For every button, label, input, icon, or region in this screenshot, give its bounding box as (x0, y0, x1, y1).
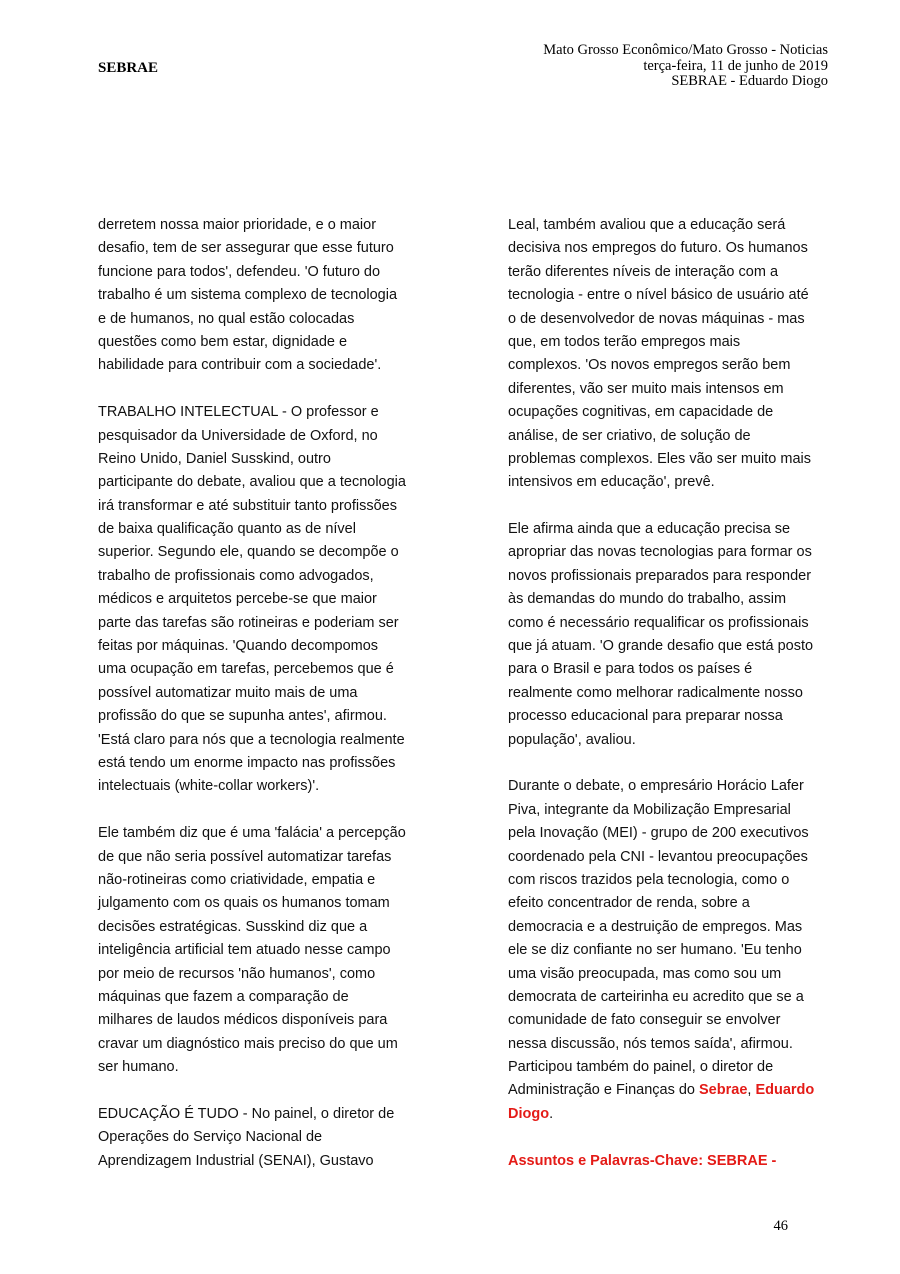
text-line: 'Está claro para nós que a tecnologia realmente (98, 731, 405, 748)
text-line: às demandas do mundo do trabalho, assim (508, 591, 787, 608)
text-line: feitas por máquinas. 'Quando decompomos (98, 638, 379, 655)
text-line: complexos. 'Os novos empregos serão bem (508, 357, 791, 374)
text-line: Aprendizagem Industrial (SENAI), Gustavo (98, 1152, 374, 1169)
text-line: novos profissionais preparados para responder (508, 567, 812, 584)
keyword-highlight: Sebrae (699, 1082, 748, 1099)
publication-date: terça-feira, 11 de junho de 2019 (643, 57, 828, 74)
text-line: que, em todos terão empregos mais (508, 333, 741, 350)
text-line: EDUCAÇÃO É TUDO - No painel, o diretor de (98, 1105, 395, 1122)
paragraph (98, 1103, 428, 1173)
keyword-highlight: Eduardo (755, 1082, 815, 1099)
text-segment: , (747, 1082, 756, 1099)
text-line: problemas complexos. Eles vão ser muito mais (508, 450, 812, 467)
text-segment: Administração e Finanças do (508, 1082, 700, 1099)
text-line: trabalho é um sistema complexo de tecnologia (98, 287, 398, 304)
paragraph (508, 775, 838, 1126)
text-line: julgamento com os quais os humanos tomam (98, 895, 390, 912)
text-line: pesquisador da Universidade de Oxford, no (98, 427, 378, 444)
text-line: comunidade de fato conseguir se envolver (508, 1012, 781, 1029)
text-line: de que não seria possível automatizar tarefas (98, 848, 392, 865)
text-line: diferentes, vão ser muito mais intensos em (508, 380, 784, 397)
text-line: ele se diz confiante no ser humano. 'Eu tenho (508, 942, 802, 959)
text-line: que já atuam. 'O grande desafio que está posto (508, 638, 814, 655)
text-line: intensivos em educação', prevê. (508, 474, 715, 491)
text-line: realmente como melhorar radicalmente nosso (508, 684, 803, 701)
text-line: coordenado pela CNI - levantou preocupações (508, 848, 808, 865)
text-line: possível automatizar muito mais de uma (98, 684, 358, 701)
text-line: participante do debate, avaliou que a tecnologia (98, 474, 406, 491)
text-line: ser humano. (98, 1059, 179, 1076)
publication-name: Mato Grosso Econômico/Mato Grosso - Noticias (543, 42, 828, 58)
text-line: Reino Unido, Daniel Susskind, outro (98, 450, 331, 467)
text-line: funcione para todos', defendeu. 'O futuro do (98, 263, 381, 280)
text-line: Leal, também avaliou que a educação será (508, 217, 786, 233)
text-line: TRABALHO INTELECTUAL - O professor e (98, 404, 379, 421)
paragraph (508, 214, 838, 495)
text-line: processo educacional para preparar nossa (508, 708, 783, 725)
text-line: efeito concentrador de renda, sobre a (508, 895, 750, 912)
text-line: o de desenvolvedor de novas máquinas - mas (508, 310, 805, 327)
text-line: milhares de laudos médicos disponíveis para (98, 1012, 388, 1029)
text-line: não-rotineiras como criatividade, empatia e (98, 871, 376, 888)
right-column (508, 214, 838, 1173)
text-line: análise, de ser criativo, de solução de (508, 427, 751, 444)
text-line: parte das tarefas são rotineiras e poderiam ser (98, 614, 399, 631)
text-line: ocupações cognitivas, em capacidade de (508, 404, 774, 421)
text-line: questões como bem estar, dignidade e (98, 333, 348, 350)
text-line: Participou também do painel, o diretor de (508, 1059, 774, 1076)
text-line: como é necessário requalificar os profissionais (508, 614, 809, 631)
text-line: inteligência artificial tem atuado nesse campo (98, 942, 391, 959)
text-line: Operações do Serviço Nacional de (98, 1129, 323, 1146)
text-line: e de humanos, no qual estão colocadas (98, 310, 355, 327)
text-line: médicos e arquitetos percebe-se que maior (98, 591, 377, 608)
text-line: derretem nossa maior prioridade, e o maior (98, 217, 377, 233)
text-line: tecnologia - entre o nível básico de usuário até (508, 287, 809, 304)
left-column (98, 214, 428, 1173)
text-line: Ele também diz que é uma 'falácia' a percepção (98, 825, 406, 842)
text-line: por meio de recursos 'não humanos', como (98, 965, 376, 982)
text-line: uma visão preocupada, mas como sou um (508, 965, 782, 982)
text-line (508, 1103, 838, 1126)
text-line (508, 1079, 838, 1102)
text-line: irá transformar e até substituir tanto profissões (98, 497, 397, 514)
article-credit: SEBRAE - Eduardo Diogo (671, 73, 828, 89)
text-line: desafio, tem de ser assegurar que esse futuro (98, 240, 394, 257)
keywords-line: Assuntos e Palavras-Chave: SEBRAE - (508, 1152, 777, 1169)
text-line: democrata de carteirinha eu acredito que se a (508, 988, 804, 1005)
text-line: uma ocupação em tarefas, percebemos que é (98, 661, 394, 678)
header-info (543, 43, 828, 90)
text-line: terão diferentes níveis de interação com a (508, 263, 779, 280)
text-line: máquinas que fazem a comparação de (98, 988, 349, 1005)
paragraph (508, 518, 838, 752)
text-line: nessa discussão, nós temos saída', afirmou. (508, 1035, 793, 1052)
paragraph (98, 822, 428, 1079)
text-line: de baixa qualificação quanto as de nível (98, 521, 356, 538)
text-line: democracia e a destruição de empregos. Mas (508, 918, 803, 935)
keyword-highlight: Diogo (508, 1105, 550, 1122)
text-line: superior. Segundo ele, quando se decompõe o (98, 544, 399, 561)
text-line: profissão do que se supunha antes', afirmou. (98, 708, 387, 725)
text-segment: . (549, 1105, 554, 1122)
paragraph (98, 401, 428, 799)
text-line: cravar um diagnóstico mais preciso do que um (98, 1035, 398, 1052)
paragraph (98, 214, 428, 378)
text-line: trabalho de profissionais como advogados, (98, 567, 374, 584)
text-line: para o Brasil e para todos os países é (508, 661, 753, 678)
text-line: está tendo um enorme impacto nas profissões (98, 754, 396, 771)
text-line: Ele afirma ainda que a educação precisa se (508, 521, 791, 538)
text-line: Piva, integrante da Mobilização Empresarial (508, 801, 791, 818)
text-line: habilidade para contribuir com a sociedade'. (98, 357, 382, 374)
source-label: SEBRAE (98, 60, 159, 76)
text-line: decisiva nos empregos do futuro. Os humanos (508, 240, 808, 257)
text-line: Durante o debate, o empresário Horácio Lafer (508, 778, 804, 795)
text-line: com riscos trazidos pela tecnologia, como o (508, 871, 790, 888)
text-line: decisões estratégicas. Susskind diz que a (98, 918, 368, 935)
text-line: pela Inovação (MEI) - grupo de 200 executivos (508, 825, 809, 842)
text-line: população', avaliou. (508, 731, 636, 748)
text-line: intelectuais (white-collar workers)'. (98, 778, 320, 795)
text-line: apropriar das novas tecnologias para formar os (508, 544, 812, 561)
page-number: 46 (773, 1218, 788, 1234)
